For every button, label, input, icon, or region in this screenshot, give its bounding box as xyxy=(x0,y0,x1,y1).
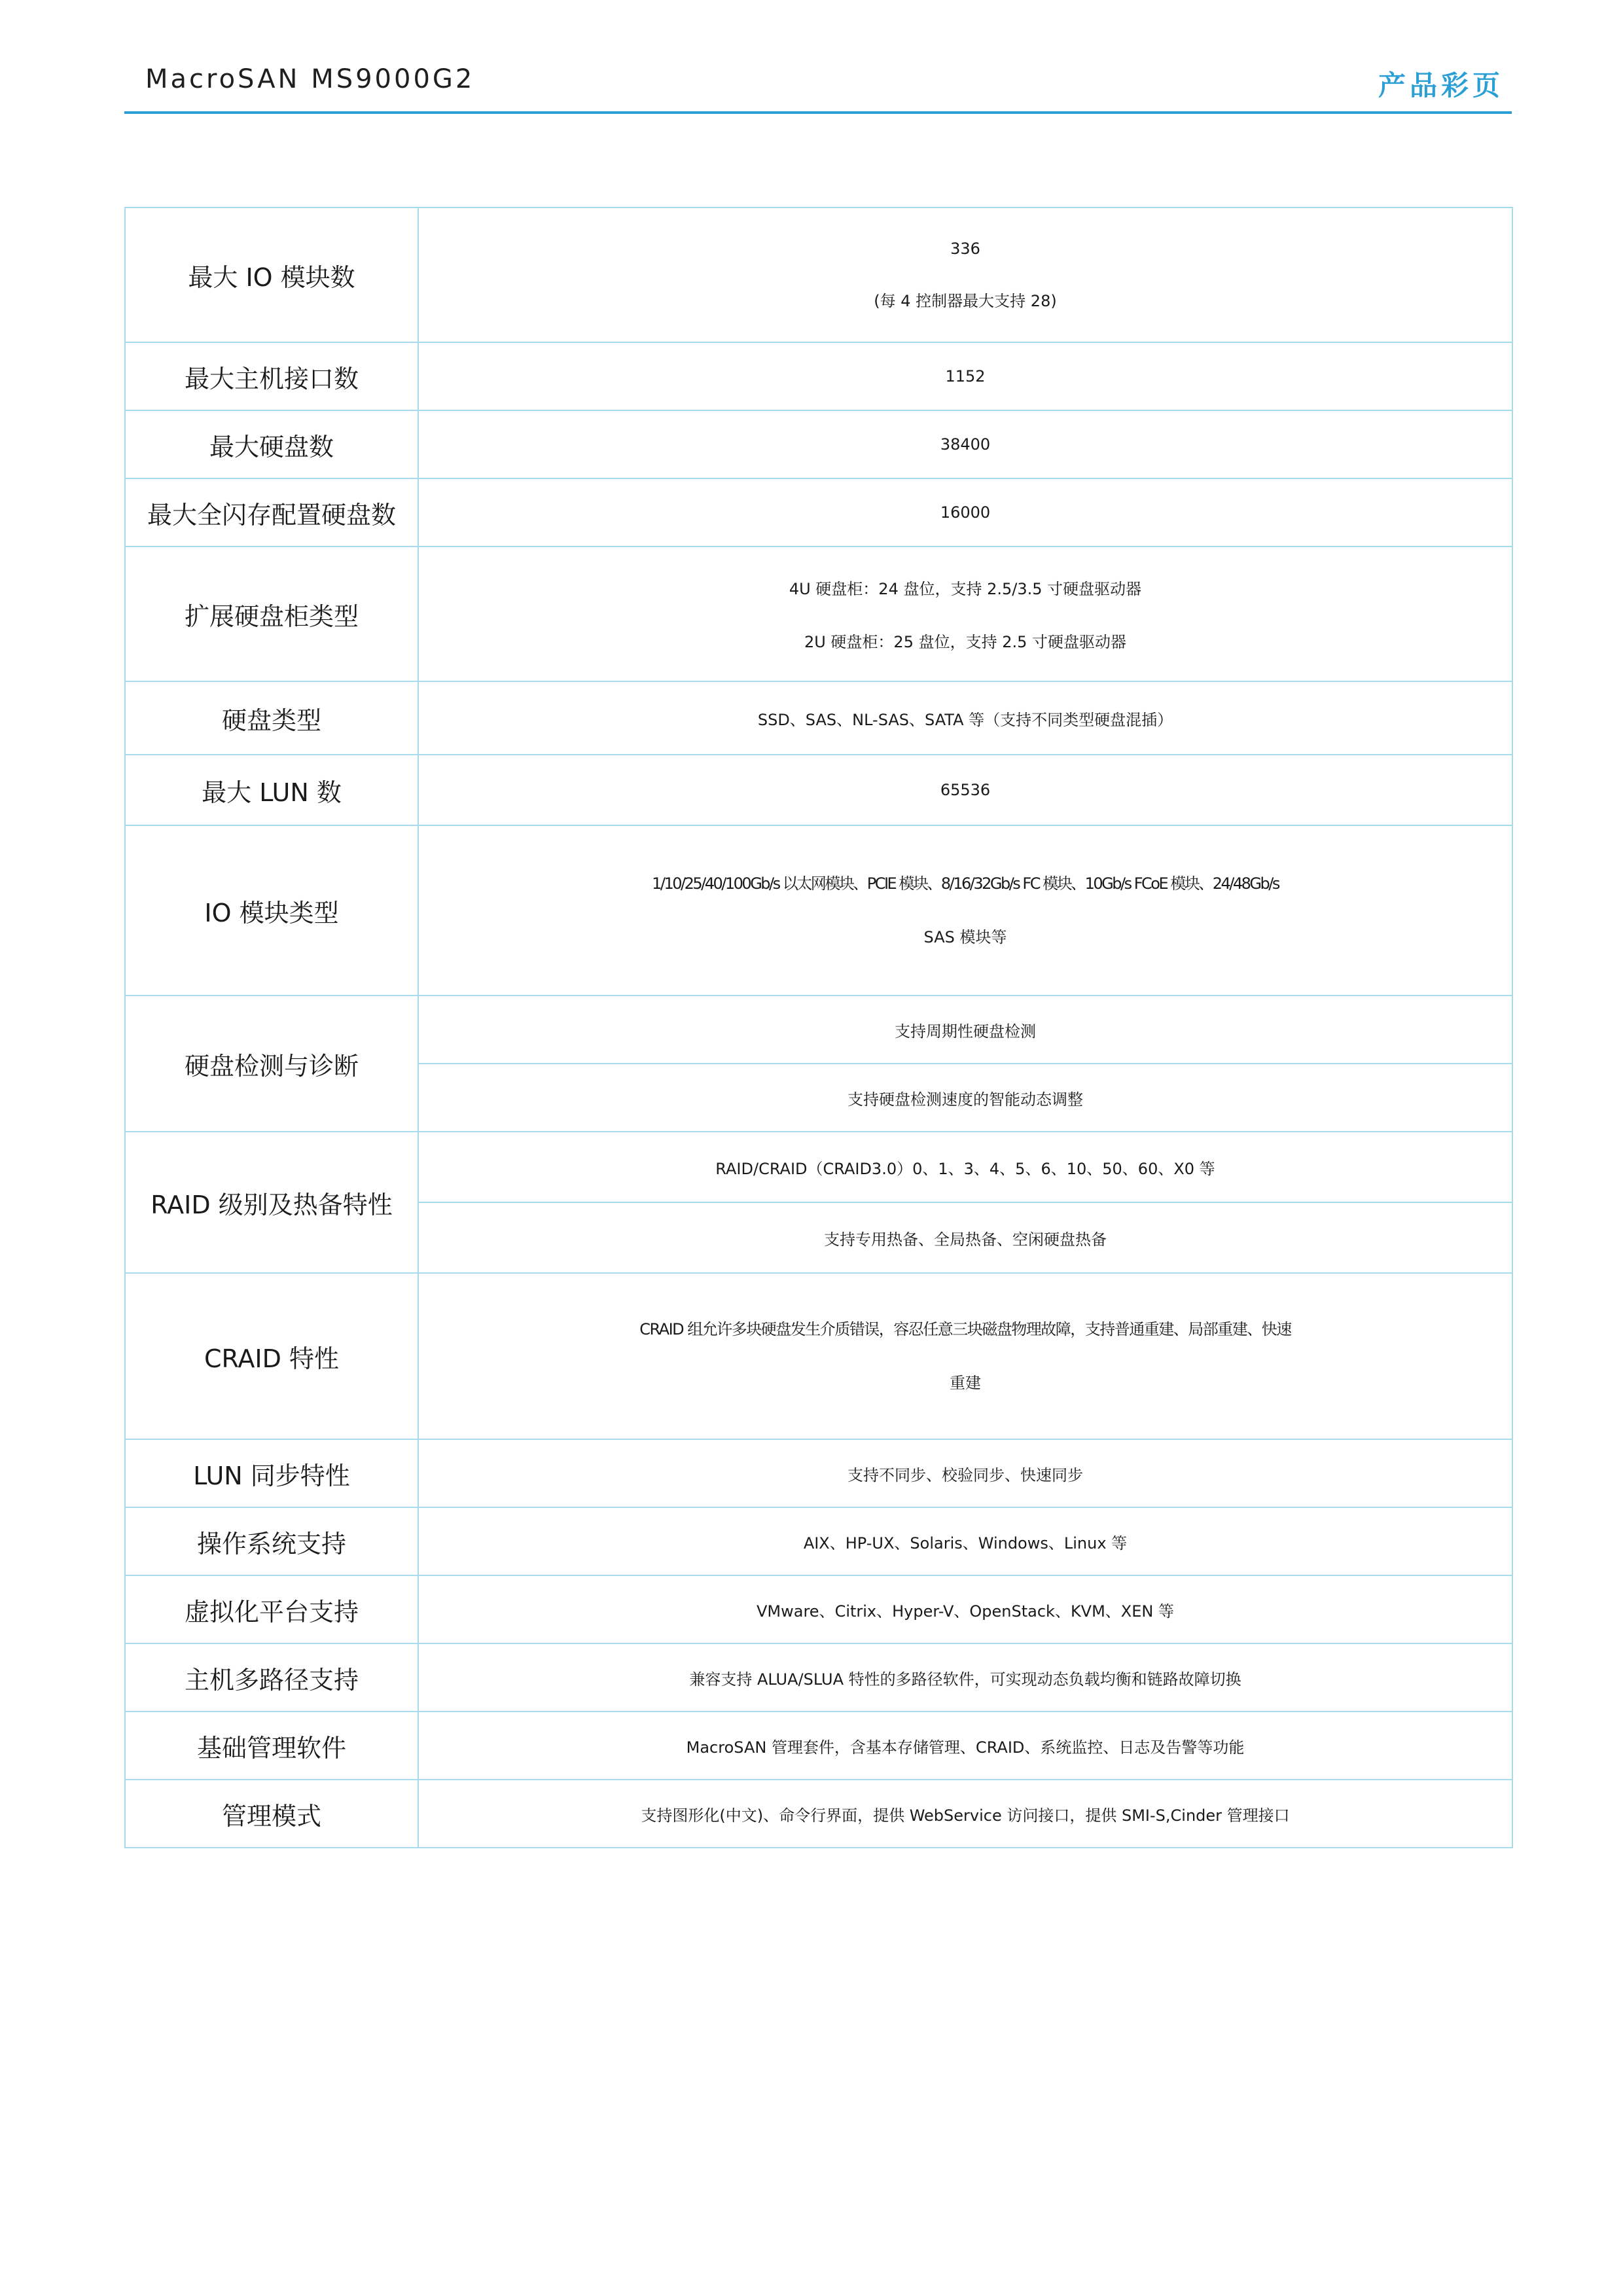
table-row xyxy=(125,478,1512,547)
row-value: MacroSAN 管理套件，含基本存储管理、CRAID、系统监控、日志及告警等功能 xyxy=(418,1712,1512,1780)
row-value: 支持周期性硬盘检测 xyxy=(418,996,1512,1064)
row-label: LUN 同步特性 xyxy=(125,1439,418,1507)
table-row xyxy=(125,1273,1512,1439)
table-row xyxy=(125,342,1512,410)
row-value xyxy=(418,1273,1512,1439)
section-label: 产品彩页 xyxy=(1378,69,1504,101)
row-value: 38400 xyxy=(418,410,1512,478)
table-row xyxy=(125,1643,1512,1712)
row-label: IO 模块类型 xyxy=(125,825,418,996)
row-value xyxy=(418,825,1512,996)
value-line: 1/10/25/40/100Gb/s 以太网模块、PCIE 模块、8/16/32Gb/s FC 模块、10Gb/s FCoE 模块、24/48Gb/s xyxy=(652,874,1279,893)
row-value: AIX、HP-UX、Solaris、Windows、Linux 等 xyxy=(418,1507,1512,1575)
row-label: 最大硬盘数 xyxy=(125,410,418,478)
table-row xyxy=(125,207,1512,342)
row-label: 硬盘类型 xyxy=(125,681,418,755)
row-value: 16000 xyxy=(418,478,1512,547)
value-line: (每 4 控制器最大支持 28) xyxy=(874,291,1057,310)
row-label: 硬盘检测与诊断 xyxy=(125,996,418,1132)
row-value: VMware、Citrix、Hyper-V、OpenStack、KVM、XEN 等 xyxy=(418,1575,1512,1643)
row-label: RAID 级别及热备特性 xyxy=(125,1132,418,1273)
row-label: 最大主机接口数 xyxy=(125,342,418,410)
value-line: 4U 硬盘柜：24 盘位，支持 2.5/3.5 寸硬盘驱动器 xyxy=(789,580,1142,598)
row-value: RAID/CRAID（CRAID3.0）0、1、3、4、5、6、10、50、60、X0 等 xyxy=(418,1132,1512,1202)
product-title: MacroSAN MS9000G2 xyxy=(145,64,475,94)
row-value: 支持图形化(中文)、命令行界面，提供 WebService 访问接口，提供 SMI-S,Cinder 管理接口 xyxy=(418,1780,1512,1848)
table-row xyxy=(125,547,1512,681)
row-label: 最大 IO 模块数 xyxy=(125,207,418,342)
row-value xyxy=(418,547,1512,681)
table-row xyxy=(125,755,1512,825)
row-label: 虚拟化平台支持 xyxy=(125,1575,418,1643)
table-row xyxy=(125,681,1512,755)
row-label: 最大 LUN 数 xyxy=(125,755,418,825)
value-line: CRAID 组允许多块硬盘发生介质错误，容忍任意三块磁盘物理故障，支持普通重建、局部重建、快速 xyxy=(639,1320,1291,1338)
table-row xyxy=(125,1132,1512,1202)
row-value: 支持专用热备、全局热备、空闲硬盘热备 xyxy=(418,1202,1512,1273)
row-label: 基础管理软件 xyxy=(125,1712,418,1780)
row-value: 兼容支持 ALUA/SLUA 特性的多路径软件，可实现动态负载均衡和链路故障切换 xyxy=(418,1643,1512,1712)
row-value xyxy=(418,207,1512,342)
row-value: 支持不同步、校验同步、快速同步 xyxy=(418,1439,1512,1507)
table-row xyxy=(125,825,1512,996)
value-line: SAS 模块等 xyxy=(923,928,1007,946)
row-label: 管理模式 xyxy=(125,1780,418,1848)
row-label: 最大全闪存配置硬盘数 xyxy=(125,478,418,547)
row-label: CRAID 特性 xyxy=(125,1273,418,1439)
page-header xyxy=(124,0,1512,115)
table-row xyxy=(125,410,1512,478)
table-row xyxy=(125,1507,1512,1575)
row-value: SSD、SAS、NL-SAS、SATA 等（支持不同类型硬盘混插） xyxy=(418,681,1512,755)
row-value: 65536 xyxy=(418,755,1512,825)
table-row xyxy=(125,1780,1512,1848)
row-label: 操作系统支持 xyxy=(125,1507,418,1575)
row-value: 1152 xyxy=(418,342,1512,410)
table-row xyxy=(125,1575,1512,1643)
table-row xyxy=(125,1439,1512,1507)
row-value: 支持硬盘检测速度的智能动态调整 xyxy=(418,1064,1512,1132)
value-line: 重建 xyxy=(950,1374,981,1392)
header-divider xyxy=(124,111,1512,114)
spec-table xyxy=(124,207,1513,1848)
row-label: 主机多路径支持 xyxy=(125,1643,418,1712)
row-label: 扩展硬盘柜类型 xyxy=(125,547,418,681)
table-row xyxy=(125,996,1512,1064)
value-line: 2U 硬盘柜：25 盘位，支持 2.5 寸硬盘驱动器 xyxy=(804,633,1127,651)
value-line: 336 xyxy=(950,239,980,258)
table-row xyxy=(125,1712,1512,1780)
